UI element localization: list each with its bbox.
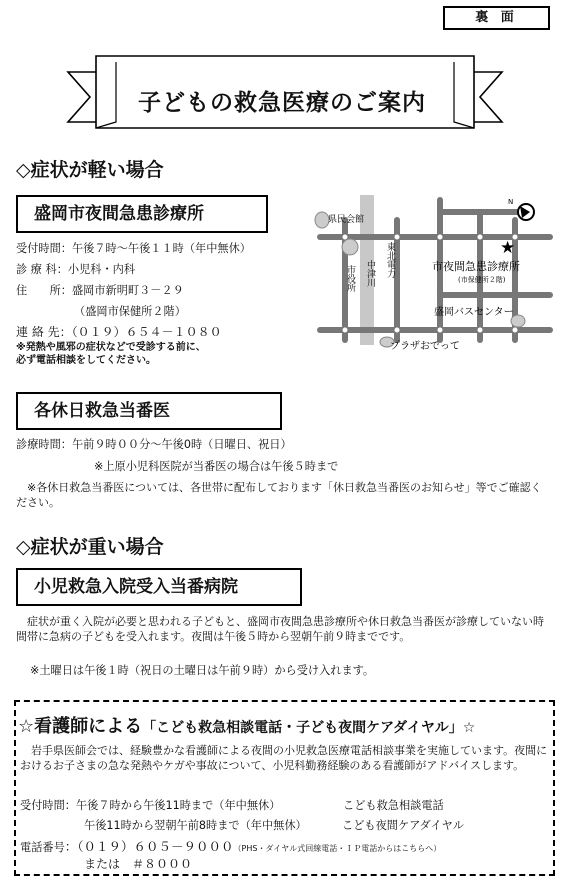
clinic-map bbox=[300, 190, 555, 350]
map-label-clinic: 市夜間急患診療所 bbox=[432, 260, 520, 273]
hours-label: 受付時間 bbox=[16, 242, 61, 255]
page-title: 子どもの救急医療のご案内 bbox=[138, 90, 426, 116]
address-label: 住 所 bbox=[16, 284, 61, 297]
nurse-phone-label: 電話番号 bbox=[20, 841, 65, 854]
address-sub: （盛岡市保健所２階） bbox=[74, 305, 186, 318]
nurse-phone: ：（０１９）６０５－９０００ bbox=[64, 839, 234, 854]
map-label-clinic-sub: (市保健所２階) bbox=[458, 276, 506, 284]
nurse-hours-label: 受付時間 bbox=[20, 799, 65, 812]
severe-symptoms-heading: ◇症状が重い場合 bbox=[16, 536, 164, 558]
nurse-hotline-hours-1 bbox=[20, 797, 280, 814]
mild-symptoms-heading: ◇症状が軽い場合 bbox=[16, 159, 164, 181]
map-label-bus-center: 盛岡バスセンター bbox=[434, 307, 514, 318]
saturday-note: ※土曜日は午後１時（祝日の土曜日は午前９時）から受け入れます。 bbox=[30, 664, 375, 677]
holiday-doctor-heading: 各休日救急当番医 bbox=[16, 392, 282, 430]
address-value: ：盛岡市新明町３－２９ bbox=[60, 284, 184, 297]
nurse-hotline-phone-row bbox=[20, 838, 441, 857]
dept-label: 診 療 科 bbox=[16, 263, 57, 276]
map-label-city-hall: 市役所 bbox=[345, 265, 355, 292]
dept-value: ：小児科・内科 bbox=[56, 263, 136, 276]
pediatric-hospital-desc: 症状が重く入院が必要と思われる子どもと、盛岡市夜間急患診療所や休日救急当番医が診療していない時間帯に急病の子どもを受入れます。夜間は午後５時から翌朝午前９時までです。 bbox=[16, 615, 544, 643]
north-arrow-icon bbox=[518, 204, 534, 220]
map-label-plaza: プラザおでって bbox=[390, 341, 460, 350]
holiday-hours-label: 診療時間 bbox=[16, 438, 61, 451]
contact-label: 連 絡 先 bbox=[16, 325, 60, 339]
page-side-badge: 裏 面 bbox=[443, 6, 550, 30]
phone-consult-note-2: 必ず電話相談をしてください。 bbox=[16, 355, 156, 366]
hours-value: ：午後７時～午後１１時（年中無休） bbox=[60, 242, 251, 255]
clinic-star-icon: ★ bbox=[500, 238, 516, 258]
nurse-hotline-title-main: ☆看護師による bbox=[18, 716, 143, 737]
night-clinic-heading: 盛岡市夜間急患診療所 bbox=[16, 195, 268, 233]
nurse-hotline-name-1: こども救急相談電話 bbox=[343, 799, 444, 812]
map-label-tohoku: 東北電力 bbox=[385, 242, 395, 278]
nurse-phone-alt: または ＃８０００ bbox=[84, 857, 193, 871]
holiday-hours bbox=[16, 436, 292, 453]
map-label-kenmin: 県民会館 bbox=[328, 215, 365, 225]
nurse-hotline-hours-2: 午後11時から翌朝午前8時まで（年中無休） bbox=[84, 819, 307, 832]
nurse-phone-note: （PHS・ダイヤル式回線電話・ＩＰ電話からはこちらへ） bbox=[233, 844, 442, 853]
holiday-hours-note: ※上原小児科医院が当番医の場合は午後５時まで bbox=[94, 460, 339, 473]
night-clinic-details bbox=[16, 240, 251, 367]
nurse-hotline-name-2: こども夜間ケアダイヤル bbox=[342, 819, 464, 832]
phone-consult-note: ※発熱や風邪の症状などで受診する前に、 bbox=[16, 342, 206, 353]
north-label: N bbox=[508, 198, 514, 206]
nurse-hours-1: ：午後７時から午後11時まで（年中無休） bbox=[64, 799, 281, 812]
map-label-nakatsu: 中津川 bbox=[365, 260, 375, 287]
holiday-hours-value: ：午前９時００分～午後0時（日曜日、祝日） bbox=[60, 438, 292, 451]
pediatric-hospital-heading: 小児救急入院受入当番病院 bbox=[16, 568, 302, 606]
holiday-info: ※各休日救急当番医については、各世帯に配布しております「休日救急当番医のお知らせ」等でご確認ください。 bbox=[16, 481, 542, 509]
contact-phone: ：（０１９）６５４－１０８０ bbox=[59, 325, 222, 339]
nurse-hotline-title bbox=[18, 712, 475, 738]
nurse-hotline-title-sub: 「こども救急相談電話・子ども夜間ケアダイヤル」☆ bbox=[142, 720, 476, 736]
nurse-hotline-desc: 岩手県医師会では、経験豊かな看護師による夜間の小児救急医療電話相談事業を実施しています。夜間におけるお子さまの急な発熱やケガや事故について、小児科勤務経験のある看護師がアドバイスします。 bbox=[20, 744, 548, 772]
